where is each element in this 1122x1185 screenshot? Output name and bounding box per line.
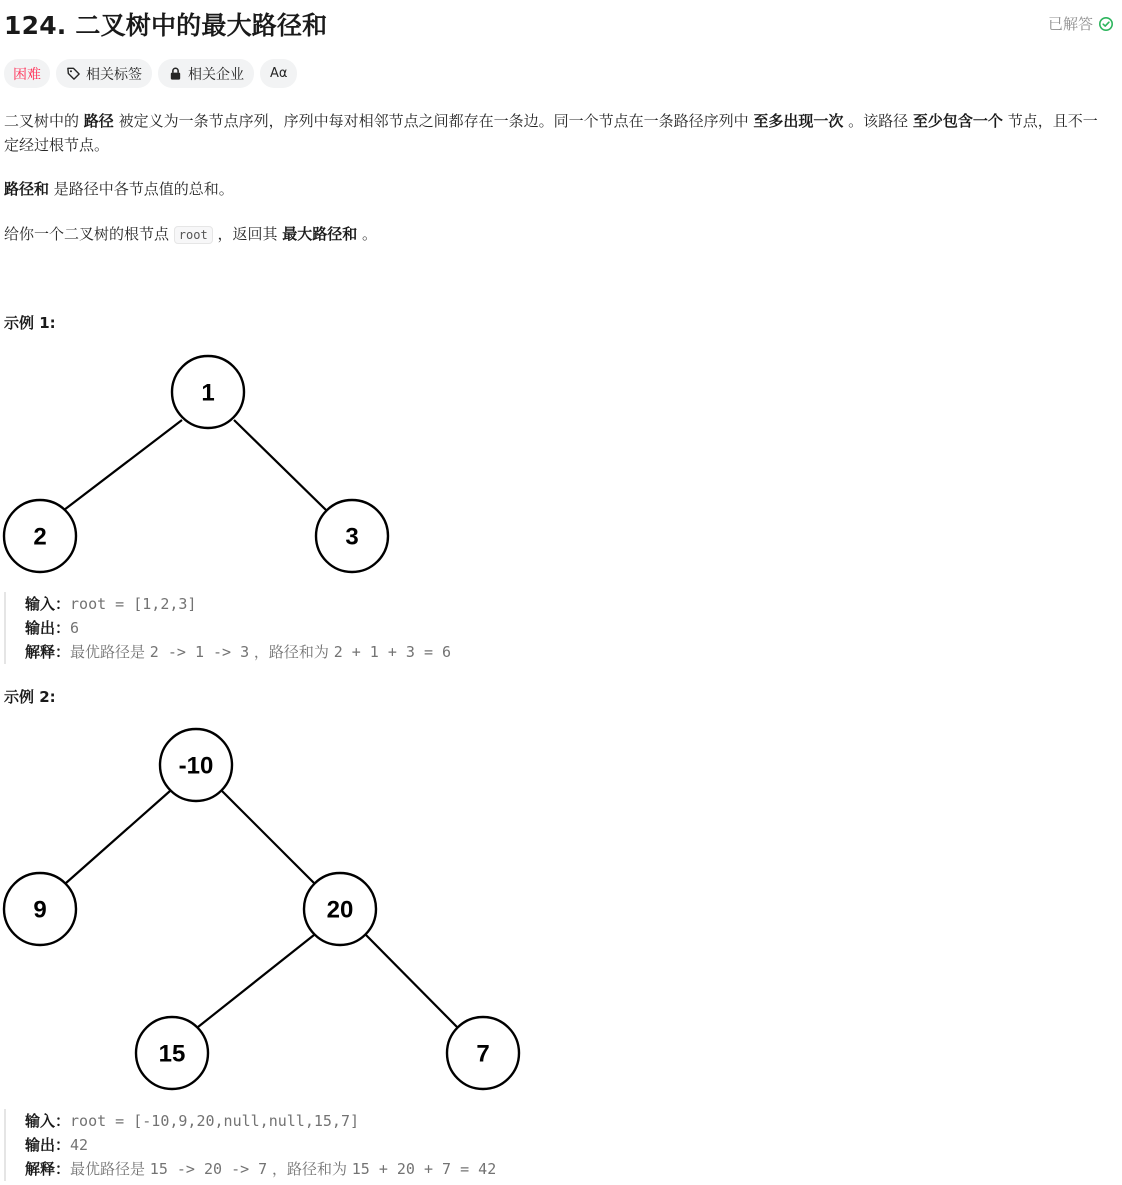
text: 被定义为一条节点序列，序列中每对相邻节点之间都存在一条边。同一个节点在一条路径序列中 (113, 112, 754, 130)
bold-text: 路径 (83, 112, 114, 130)
tree-node (447, 1017, 519, 1089)
inline-code: root (174, 226, 213, 244)
explanation-label: 解释： (25, 643, 71, 661)
input-value: root = [-10,9,20,null,null,15,7] (70, 1112, 359, 1130)
lock-icon (168, 66, 183, 81)
output-line (25, 1133, 496, 1157)
description-paragraph-3 (4, 222, 1108, 247)
input-label: 输入： (25, 1112, 71, 1130)
bold-text: 至少包含一个 (912, 112, 1003, 130)
text: ，返回其 (212, 225, 283, 243)
bold-text: 最大路径和 (282, 225, 358, 243)
text: 节点，且不一定经过根节点。 (4, 112, 1098, 154)
tree-node (172, 356, 244, 428)
explanation-sum: 15 + 20 + 7 = 42 (351, 1160, 497, 1178)
tree-edge (198, 935, 314, 1027)
tree-node (316, 500, 388, 572)
tree-node (136, 1017, 208, 1089)
text: 。该路径 (843, 112, 913, 130)
related-tags-button[interactable] (56, 59, 152, 88)
solved-label: 已解答 (1047, 15, 1093, 33)
example-1-io-block (4, 592, 451, 664)
translate-button[interactable] (260, 59, 297, 88)
explanation-sum: 2 + 1 + 3 = 6 (333, 643, 452, 661)
tree-node-label: 7 (476, 1040, 490, 1068)
problem-title[interactable]: 124. 二叉树中的最大路径和 (4, 11, 328, 40)
input-line (25, 1109, 496, 1133)
tree-edge (64, 420, 182, 510)
difficulty-badge (4, 59, 50, 88)
tree-node-label: 20 (326, 896, 354, 924)
text: 是路径中各节点值的总和。 (49, 180, 234, 198)
output-label: 输出： (25, 1136, 71, 1154)
title-row (4, 2, 1114, 42)
description-paragraph-2 (4, 177, 1108, 201)
tree-node-label: -10 (178, 752, 214, 780)
translate-icon: Aα (270, 66, 288, 81)
output-label: 输出： (25, 619, 71, 637)
explanation-path: 2 -> 1 -> 3 (149, 643, 250, 661)
related-companies-button[interactable] (158, 59, 254, 88)
input-value: root = [1,2,3] (70, 595, 197, 613)
example-1-tree-diagram (0, 352, 400, 574)
explanation-label: 解释： (25, 1160, 71, 1178)
description-paragraph-1 (4, 109, 1108, 157)
text: 给你一个二叉树的根节点 (4, 225, 174, 243)
tree-node (304, 873, 376, 945)
bold-text: 至多出现一次 (753, 112, 844, 130)
example-2-title: 示例 2: (4, 688, 56, 706)
text: 。 (357, 225, 378, 243)
tree-node (4, 873, 76, 945)
tree-node-label: 3 (345, 523, 359, 551)
explanation-path: 15 -> 20 -> 7 (149, 1160, 268, 1178)
text: 二叉树中的 (4, 112, 84, 130)
example-2-io-block (4, 1109, 496, 1181)
explanation-line (25, 640, 451, 664)
output-line (25, 616, 451, 640)
tree-edge (222, 791, 314, 883)
input-line (25, 592, 451, 616)
tag-icon (66, 66, 81, 81)
explanation-line (25, 1157, 496, 1181)
tree-edge (366, 935, 457, 1027)
output-value: 42 (70, 1136, 89, 1154)
bold-text: 路径和 (4, 180, 50, 198)
example-1-title: 示例 1: (4, 314, 56, 332)
tree-node-label: 15 (158, 1040, 186, 1068)
related-tags-label: 相关标签 (86, 66, 142, 83)
solved-status (1048, 13, 1114, 34)
check-circle-icon (1098, 16, 1114, 32)
explanation-text: ，路径和为 (267, 1160, 352, 1178)
difficulty-label: 困难 (13, 66, 41, 83)
tag-bar (4, 59, 297, 88)
example-2-tree-diagram (0, 725, 540, 1091)
tree-node (4, 500, 76, 572)
tree-node-label: 9 (33, 896, 47, 924)
tree-node-label: 1 (201, 379, 215, 407)
output-value: 6 (70, 619, 80, 637)
explanation-text: ，路径和为 (249, 643, 334, 661)
related-companies-label: 相关企业 (188, 66, 244, 83)
tree-edge (234, 420, 326, 510)
explanation-text: 最优路径是 (70, 643, 150, 661)
input-label: 输入： (25, 595, 71, 613)
tree-node-label: 2 (33, 523, 47, 551)
explanation-text: 最优路径是 (70, 1160, 150, 1178)
tree-node (160, 729, 232, 801)
tree-edge (66, 791, 170, 883)
